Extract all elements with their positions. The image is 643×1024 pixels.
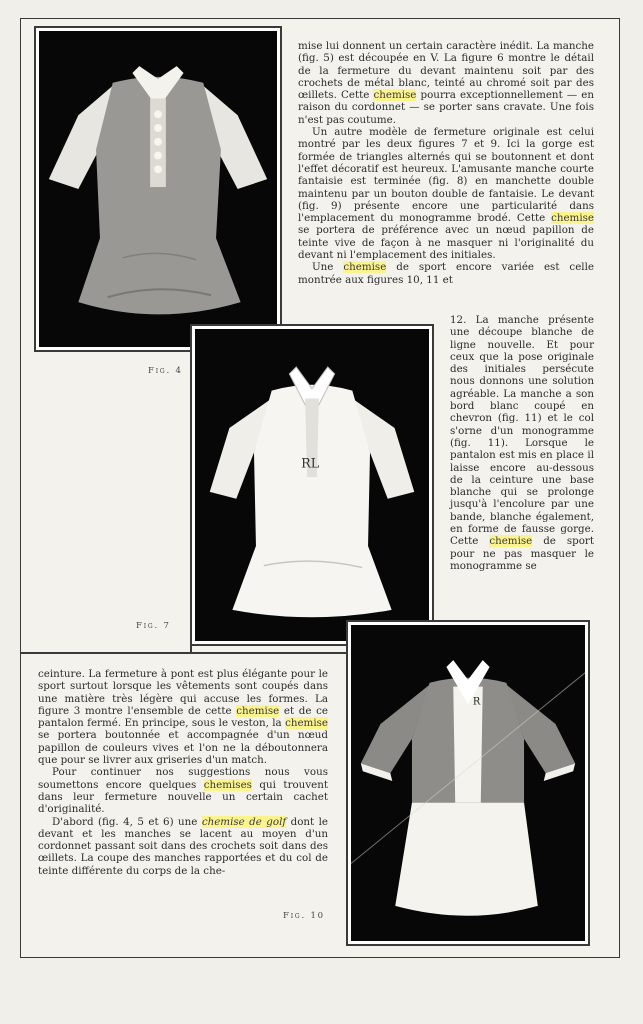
figure-7-photo [195, 329, 429, 641]
figure-4-caption: Fig. 4 [148, 366, 183, 376]
paragraph: Un autre modèle de fermeture originale est celui montré par les deux figures 7 et 9. Ici la gorge est formée de triangles alternés qui se boutonnent et dont l'effet décoratif est heureux. L'amusante manche courte fantaisie est terminée (fig. 8) en manchette double maintenu par un bouton double de fantaisie. Le devant (fig. 9) présente encore une particularité dans l'emplacement du monogramme brodé. Cette chemise se portera de préférence avec un nœud papillon de teinte vive de façon à ne masquer ni l'originalité du devant ni l'emplacement des initiales. [298, 126, 594, 262]
svg-text:R: R [472, 696, 481, 708]
figure-7-caption: Fig. 7 [136, 621, 171, 631]
text-column-bottom [38, 668, 328, 877]
paragraph: D'abord (fig. 4, 5 et 6) une chemise de golf dont le devant et les manches se lacent au moyen d'un cordonnet passant soit dans des crochets soit dans des œillets. La coupe des manches rapportées et du col de teinte différente du corps de la che- [38, 815, 328, 877]
text-column-top [298, 40, 594, 286]
paragraph: mise lui donnent un certain caractère inédit. La manche (fig. 5) est découpée en V. La figure 6 montre le détail de la fermeture du devant maintenu soit par des crochets de métal blanc, teinté au chromé soit par des œillets. Cette chemise pourra exceptionnellement — en raison du cordonnet — se porter sans cravate. Une fois n'est pas coutume. [298, 40, 594, 126]
text-column-middle [450, 314, 594, 572]
figure-4-panel [34, 26, 282, 352]
paragraph: Pour continuer nos suggestions nous vous soumettons encore quelques chemises qui trouvent dans leur fermeture nouvelle un certain cachet d'originalité. [38, 766, 328, 816]
figure-10-photo [351, 625, 585, 941]
separator-rule [190, 646, 192, 654]
figure-10-caption: Fig. 10 [283, 911, 325, 921]
figure-7-panel [190, 324, 434, 646]
figure-4-photo [39, 31, 277, 347]
paragraph: ceinture. La fermeture à pont est plus élégante pour le sport surtout lorsque les vêtements sont coupés dans une matière très légère qui accuse les formes. La figure 3 montre l'ensemble de cette chemise et de ce pantalon fermé. En principe, sous le veston, la chemise se portera boutonnée et accompagnée d'un nœud papillon de couleurs vives et l'on ne la déboutonnera que pour se livrer aux griseries d'un match. [38, 668, 328, 767]
svg-text:RL: RL [301, 456, 320, 472]
separator-rule [20, 652, 348, 654]
figure-10-panel [346, 620, 590, 946]
paragraph: 12. La manche présente une découpe blanche de ligne nouvelle. Et pour ceux que la pose originale des initiales persécute nous donnons une solution agréable. La manche a son bord blanc coupé en chevron (fig. 11) et le col s'orne d'un monogramme (fig. 11). Lorsque le pantalon est mis en place il laisse encore au-dessous de la ceinture une base blanche qui se prolonge jusqu'à l'encolure par une bande, blanche également, en forme de fausse gorge. Cette chemise de sport pour ne pas masquer le monogramme se [450, 314, 594, 572]
paragraph: Une chemise de sport encore variée est celle montrée aux figures 10, 11 et [298, 261, 594, 286]
